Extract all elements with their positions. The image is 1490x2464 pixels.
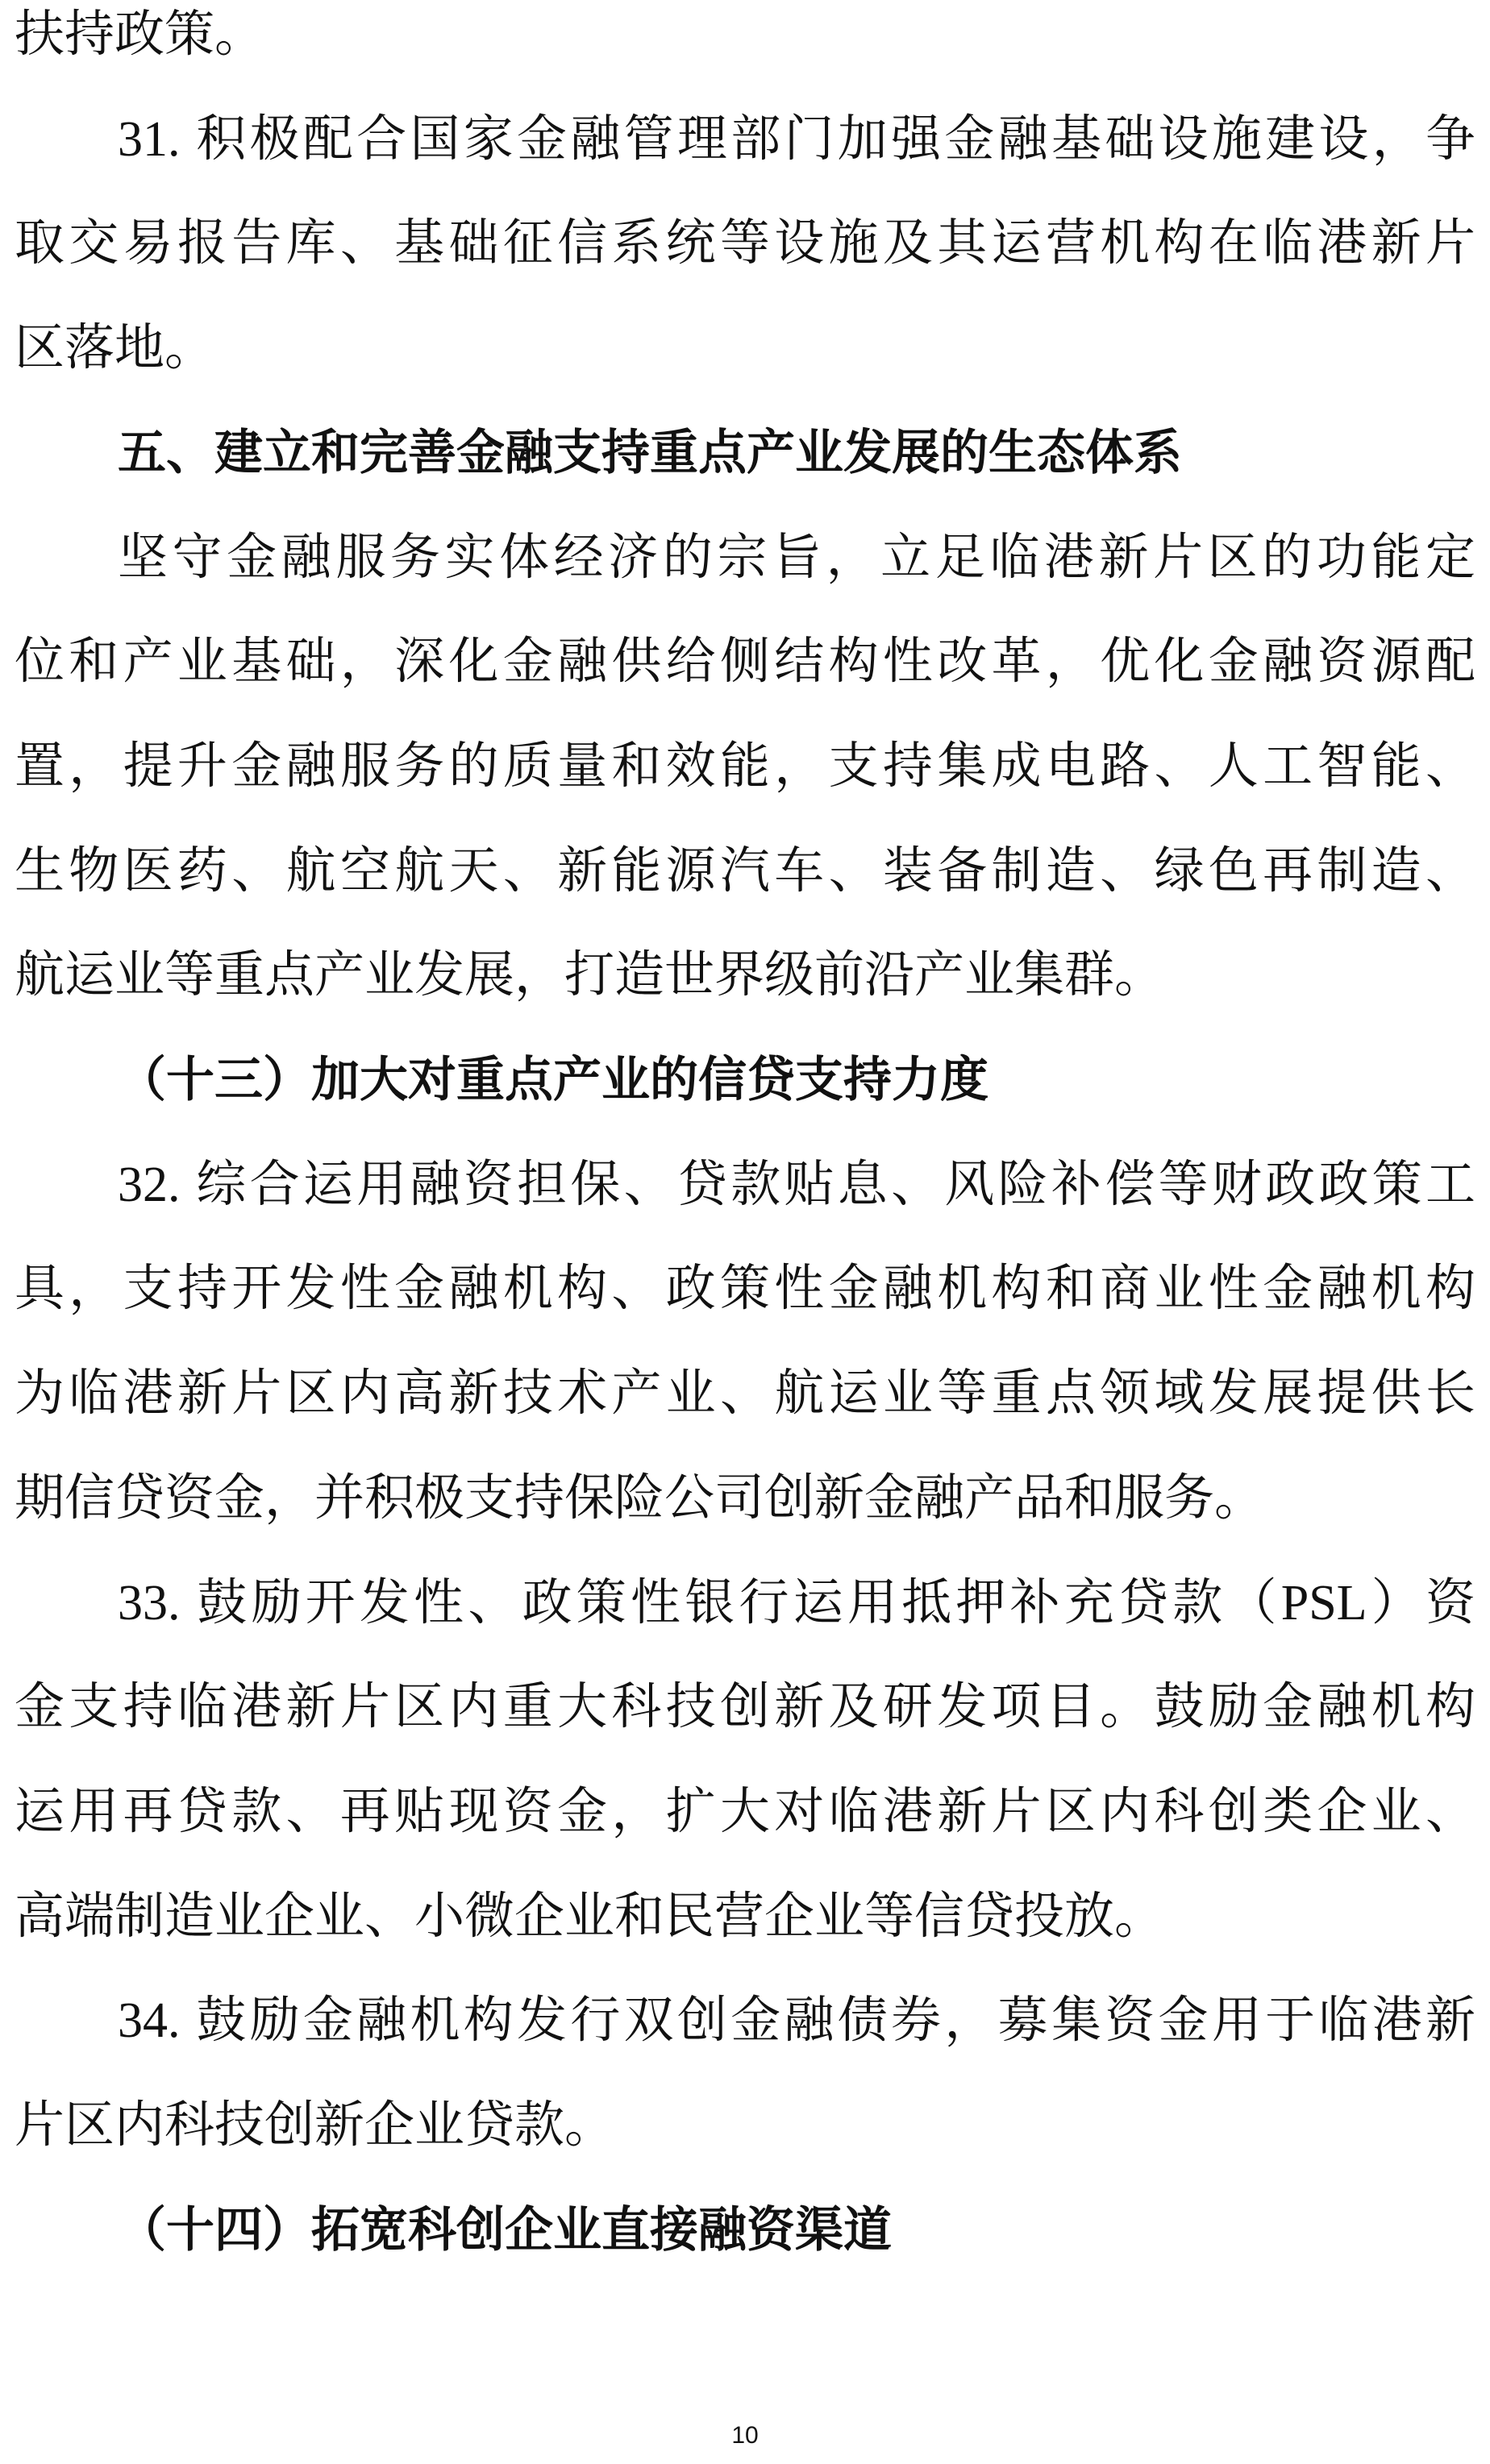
text-line: 位和产业基础，深化金融供给侧结构性改革，优化金融资源配 [15,634,1475,690]
text-line: 为临港新片区内高新技术产业、航运业等重点领域发展提供长 [15,1366,1475,1422]
section-heading: （十四）拓宽科创企业直接融资渠道 [118,2201,892,2258]
text-line: 31. 积极配合国家金融管理部门加强金融基础设施建设，争 [118,111,1475,167]
text-line: 33. 鼓励开发性、政策性银行运用抵押补充贷款（PSL）资 [118,1575,1475,1631]
text-line: 航运业等重点产业发展，打造世界级前沿产业集群。 [15,948,1165,1003]
section-heading: （十三）加大对重点产业的信贷支持力度 [118,1052,988,1108]
text-line: 片区内科技创新企业贷款。 [15,2098,615,2153]
text-line: 置，提升金融服务的质量和效能，支持集成电路、人工智能、 [15,738,1475,794]
text-line: 生物医药、航空航天、新能源汽车、装备制造、绿色再制造、 [15,843,1475,899]
page-number: 10 [731,2422,759,2449]
text-line: 期信贷资金，并积极支持保险公司创新金融产品和服务。 [15,1470,1265,1526]
section-heading: 五、建立和完善金融支持重点产业发展的生态体系 [118,424,1182,481]
text-line: 34. 鼓励金融机构发行双创金融债券，募集资金用于临港新 [118,1993,1475,2049]
text-line: 运用再贷款、再贴现资金，扩大对临港新片区内科创类企业、 [15,1784,1475,1839]
text-line: 具，支持开发性金融机构、政策性金融机构和商业性金融机构 [15,1261,1475,1317]
text-line: 取交易报告库、基础征信系统等设施及其运营机构在临港新片 [15,216,1475,272]
text-line: 32. 综合运用融资担保、贷款贴息、风险补偿等财政政策工 [118,1157,1475,1212]
text-line: 坚守金融服务实体经济的宗旨，立足临港新片区的功能定 [118,530,1475,585]
text-line: 金支持临港新片区内重大科技创新及研发项目。鼓励金融机构 [15,1680,1475,1735]
text-line: 区落地。 [15,321,215,376]
text-line: 高端制造业企业、小微企业和民营企业等信贷投放。 [15,1889,1165,1944]
text-line: 扶持政策。 [15,7,265,62]
